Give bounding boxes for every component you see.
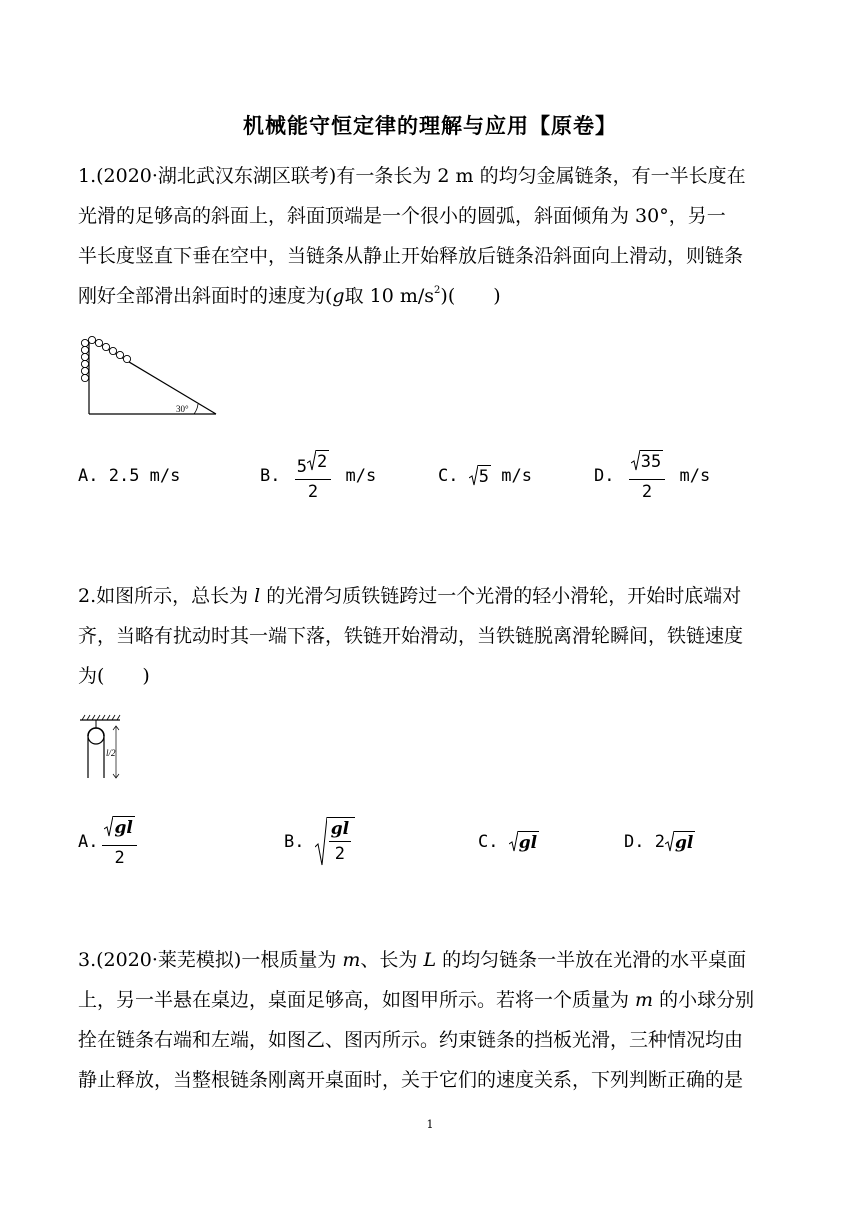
q2-option-c[interactable]: C. gl	[478, 832, 538, 853]
q1-option-d[interactable]: D. $\frac{35}{2}$ m/s	[594, 452, 711, 502]
question-3-text	[78, 940, 784, 1100]
q3-line-3: 拴在链条右端和左端，如图乙、图丙所示。约束链条的挡板光滑，三种情况均由	[78, 1029, 744, 1051]
q2-line-1: 2.如图所示，总长为 l 的光滑匀质铁链跨过一个光滑的轻小滑轮，开始时底端对	[78, 585, 742, 607]
q3-line-1: 3.(2020·莱芜模拟)一根质量为 m、长为 L 的均匀链条一半放在光滑的水平桌面	[78, 949, 747, 971]
incline-chain-figure	[70, 332, 220, 418]
q2-option-b[interactable]: B. $\frac{gl}{2}$	[284, 812, 355, 872]
q2-option-a[interactable]: A. $\frac{gl}{2}$	[78, 812, 141, 872]
question-1-text	[78, 156, 784, 316]
pulley-chain-figure	[76, 714, 136, 782]
q1-options	[78, 446, 784, 506]
q1-line-3: 半长度竖直下垂在空中，当链条从静止开始释放后链条沿斜面向上滑动，则链条	[78, 245, 744, 267]
page-number: 1	[426, 1118, 434, 1131]
q2-options	[78, 812, 784, 872]
q1-line-1: 1.(2020·湖北武汉东湖区联考)有一条长为 2 m 的均匀金属链条，有一半长度在	[78, 165, 746, 187]
document-title: 机械能守恒定律的理解与应用【原卷】	[243, 113, 617, 138]
q2-line-2: 齐，当略有扰动时其一端下落，铁链开始滑动，当铁链脱离滑轮瞬间，铁链速度	[78, 625, 744, 647]
incline-angle-label: 30°	[176, 404, 189, 414]
q2-option-d[interactable]: D. 2 gl	[624, 832, 694, 853]
q1-line-2: 光滑的足够高的斜面上，斜面顶端是一个很小的圆弧，斜面倾角为 30°，另一	[78, 205, 726, 227]
q1-line-4: 刚好全部滑出斜面时的速度为(g取 10 $m/s^2$)( )	[78, 285, 501, 307]
q1-option-c[interactable]: C. 5 m/s	[438, 466, 532, 487]
q3-line-4: 静止释放，当整根链条刚离开桌面时，关于它们的速度关系，下列判断正确的是	[78, 1069, 744, 1091]
question-2-text	[78, 576, 784, 696]
pulley-length-label: l/2	[106, 748, 116, 758]
q1-option-a[interactable]: A. 2.5 m/s	[78, 466, 181, 486]
q2-line-3: 为( )	[78, 665, 150, 687]
q1-option-b[interactable]: B. 5 2 2 m/s	[260, 452, 377, 502]
q3-line-2: 上，另一半悬在桌边，桌面足够高，如图甲所示。若将一个质量为 m 的小球分别	[78, 989, 755, 1011]
